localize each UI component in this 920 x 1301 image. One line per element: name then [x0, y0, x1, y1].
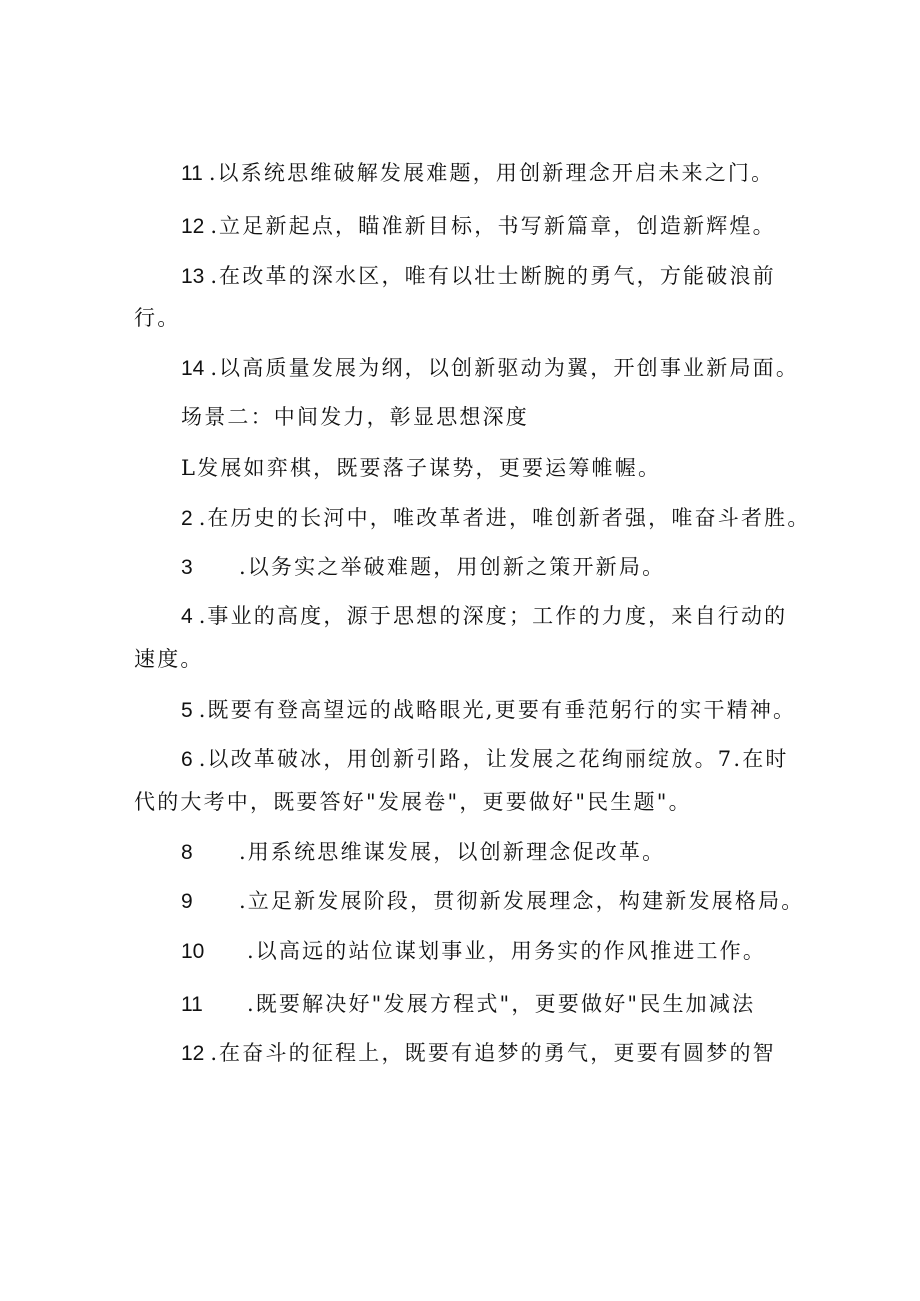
item-number: 14: [181, 357, 205, 380]
section-heading-text: 场景二：中间发力，彰显思想深度: [181, 405, 529, 429]
item-separator: .: [210, 356, 218, 380]
list-item: [181, 1040, 776, 1067]
item-text: 立足新起点，瞄准新目标，书写新篇章，创造新辉煌。: [219, 214, 776, 238]
item-text: 事业的高度，源于思想的深度；工作的力度，来自行动的: [207, 604, 788, 628]
item-text: L发展如弈棋，既要落子谋势，更要运筹帷幄。: [181, 456, 662, 480]
list-item: [181, 554, 665, 581]
item-text: 在历史的长河中，唯改革者进，唯创新者强，唯奋斗者胜。: [207, 506, 811, 530]
item-text: 既要解决好"发展方程式"，更要做好"民生加减法: [255, 992, 756, 1016]
item-number: 12: [181, 1042, 205, 1065]
list-item: [181, 938, 766, 965]
item-number: 2: [181, 507, 193, 530]
item-separator: .: [239, 555, 246, 579]
item-text: 在奋斗的征程上，既要有追梦的勇气，更要有圆梦的智: [219, 1041, 776, 1065]
list-item: [181, 160, 774, 187]
list-item: [181, 263, 776, 290]
item-separator: .: [210, 214, 218, 238]
list-item: [181, 888, 805, 915]
item-text: 以务实之举破难题，用创新之策开新局。: [247, 555, 666, 579]
list-item: [181, 991, 755, 1018]
item-number: 13: [181, 265, 205, 288]
item-number: 9: [181, 890, 193, 913]
item-separator: .: [198, 604, 206, 628]
list-item: [181, 505, 811, 532]
list-item-continuation: [134, 646, 204, 672]
item-separator: .: [239, 889, 246, 913]
list-item: [181, 839, 665, 866]
item-separator: .: [198, 698, 206, 722]
item-number: 12: [181, 215, 205, 238]
item-text: 行。: [134, 306, 181, 330]
item-number: 3: [181, 556, 193, 579]
item-separator: .: [247, 939, 254, 963]
item-text: 既要有登高望远的战略眼光,更要有垂范躬行的实干精神。: [207, 698, 797, 722]
item-number: 11: [181, 162, 203, 185]
list-item: [181, 603, 787, 630]
item-text: 代的大考中，既要答好"发展卷"，更要做好"民生题"。: [134, 790, 692, 814]
item-number: 4: [181, 605, 193, 628]
item-text: 用系统思维谋发展，以创新理念促改革。: [247, 840, 666, 864]
item-number: 8: [181, 841, 193, 864]
list-item: [181, 213, 776, 240]
item-separator: .: [210, 264, 218, 288]
item-number: 5: [181, 699, 193, 722]
item-number: 11: [181, 993, 203, 1016]
list-item: [181, 355, 799, 382]
item-separator: .: [198, 747, 206, 771]
item-text: 立足新发展阶段，贯彻新发展理念，构建新发展格局。: [247, 889, 805, 913]
item-text: 以改革破冰，用创新引路，让发展之花绚丽绽放。7.在时: [207, 747, 789, 771]
item-separator: .: [198, 506, 206, 530]
list-item: [181, 746, 789, 773]
list-item-continuation: [134, 305, 180, 331]
section-heading: [181, 404, 529, 430]
item-text: 在改革的深水区，唯有以壮士断腕的勇气，方能破浪前: [219, 264, 776, 288]
item-text: 以系统思维破解发展难题，用创新理念开启未来之门。: [217, 161, 775, 185]
item-text: 以高远的站位谋划事业，用务实的作风推进工作。: [255, 939, 767, 963]
item-separator: .: [247, 992, 254, 1016]
item-text: 以高质量发展为纲，以创新驱动为翼，开创事业新局面。: [219, 356, 800, 380]
list-item: [181, 697, 796, 724]
list-item-continuation: [134, 789, 692, 815]
item-separator: .: [208, 161, 216, 185]
item-separator: .: [239, 840, 246, 864]
item-number: 10: [181, 940, 205, 963]
list-item: [181, 455, 661, 481]
item-text: 速度。: [134, 647, 204, 671]
item-number: 6: [181, 748, 193, 771]
item-separator: .: [210, 1041, 218, 1065]
